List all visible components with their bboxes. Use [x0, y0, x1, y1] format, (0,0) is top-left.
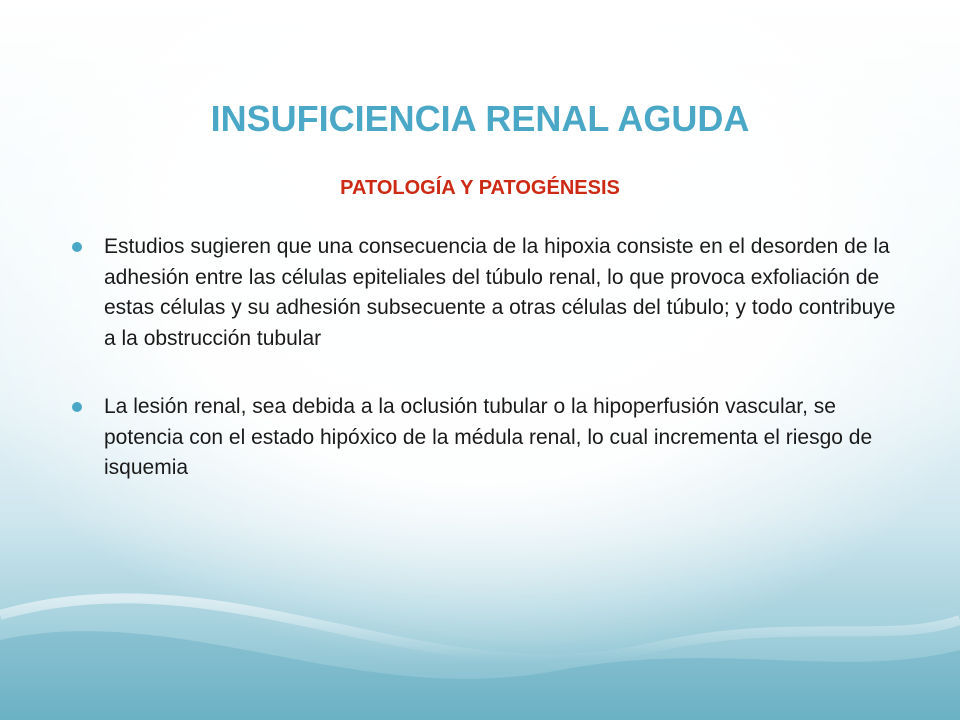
bullet-dot-icon: [72, 242, 82, 252]
slide-subtitle: PATOLOGÍA Y PATOGÉNESIS: [340, 177, 620, 199]
bullet-text: La lesión renal, sea debida a la oclusión tubular o la hipoperfusión vascular, se potencia con el estado hipóxico de la médula renal, lo cual incrementa el riesgo de isquemia: [104, 395, 873, 479]
bullet-dot-icon: [72, 402, 82, 412]
bullet-item: [72, 392, 902, 484]
bullet-list: [72, 232, 902, 522]
bullet-text: Estudios sugieren que una consecuencia de la hipoxia consiste en el desorden de la adhesión entre las células epiteliales del túbulo renal, lo que provoca exfoliación de estas células y su adhesión subsecuente a otras células del túbulo; y todo contribuye a la obstrucción tubular: [104, 235, 896, 350]
bullet-item: [72, 232, 902, 354]
slide-title: INSUFICIENCIA RENAL AGUDA: [210, 98, 750, 139]
